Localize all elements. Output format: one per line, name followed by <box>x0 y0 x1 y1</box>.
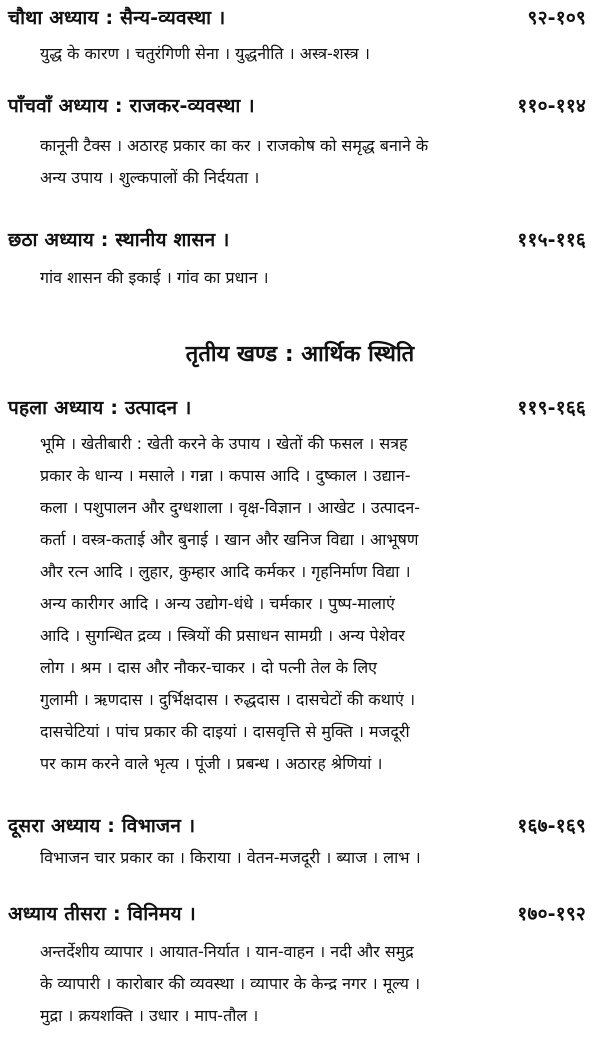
content-line: अन्य उपाय । शुल्कपालों की निर्दयता । <box>40 168 260 187</box>
chapter-heading-row <box>8 92 586 118</box>
chapter-heading: पाँचवाँ अध्याय : राजकर-व्यवस्था । <box>8 95 255 117</box>
section-title: तृतीय खण्ड : आर्थिक स्थिति <box>185 342 415 367</box>
page-range: ११९-१६६ <box>517 397 586 419</box>
content-line: भूमि । खेतीबारी : खेती करने के उपाय । खेतों की फसल । सत्रह <box>40 434 408 453</box>
chapter-contents <box>40 842 586 874</box>
content-line: कर्ता । वस्त्र-कताई और बुनाई । खान और खनिज विद्या । आभूषण <box>40 530 419 549</box>
chapter-contents <box>40 38 586 70</box>
content-line: लोग । श्रम । दास और नौकर-चाकर । दो पत्नी तेल के लिए <box>40 658 378 677</box>
chapter-contents <box>40 936 586 1032</box>
chapter-heading-row <box>8 4 586 30</box>
chapter-heading: छठा अध्याय : स्थानीय शासन । <box>8 229 230 251</box>
chapter-heading-row <box>8 394 586 420</box>
page-range: ९२-१०९ <box>527 7 586 29</box>
chapter-heading: दूसरा अध्याय : विभाजन । <box>8 815 196 837</box>
content-line: के व्यापारी । कारोबार की व्यवस्था । व्यापार के केन्द्र नगर । मूल्य । <box>40 974 421 993</box>
content-line: अन्तर्देशीय व्यापार । आयात-निर्यात । यान-वाहन । नदी और समुद्र <box>40 942 414 961</box>
chapter-heading-row <box>8 812 586 838</box>
content-line: युद्ध के कारण । चतुरंगिणी सेना । युद्धनीति । अस्त्र-शस्त्र । <box>40 44 370 63</box>
chapter-contents <box>40 130 586 194</box>
content-line: आदि । सुगन्धित द्रव्य । स्त्रियों की प्रसाधन सामग्री । अन्य पेशेवर <box>40 626 405 645</box>
chapter-heading-row <box>8 226 586 252</box>
page-range: १६७-१६९ <box>517 815 586 837</box>
page-range: ११५-११६ <box>517 229 586 251</box>
content-line: मुद्रा । क्रयशक्ति । उधार । माप-तौल । <box>40 1006 259 1025</box>
content-line: अन्य कारीगर आदि । अन्य उद्योग-धंधे । चर्मकार । पुष्प-मालाएं <box>40 594 395 613</box>
content-line: कानूनी टैक्स । अठारह प्रकार का कर । राजकोष को समृद्ध बनाने के <box>40 136 429 155</box>
page-range: ११०-११४ <box>517 95 586 117</box>
chapter-heading: चौथा अध्याय : सैन्य-व्यवस्था । <box>8 7 226 29</box>
content-line: गांव शासन की इकाई । गांव का प्रधान । <box>40 268 269 287</box>
chapter-contents <box>40 428 586 780</box>
content-line: पर काम करने वाले भृत्य । पूंजी । प्रबन्ध । अठारह श्रेणियां । <box>40 754 383 773</box>
content-line: विभाजन चार प्रकार का । किराया । वेतन-मजदूरी । ब्याज । लाभ । <box>40 848 421 867</box>
page-range: १७०-१९२ <box>517 903 586 925</box>
chapter-contents <box>40 262 586 294</box>
content-line: दासचेटियां । पांच प्रकार की दाइयां । दासवृत्ति से मुक्ति । मजदूरी <box>40 722 410 741</box>
content-line: प्रकार के धान्य । मसाले । गन्ना । कपास आदि । दुष्काल । उद्यान- <box>40 466 411 485</box>
content-line: और रत्न आदि । लुहार, कुम्हार आदि कर्मकर । गृहनिर्माण विद्या । <box>40 562 411 581</box>
content-line: कला । पशुपालन और दुग्धशाला । वृक्ष-विज्ञान । आखेट । उत्पादन- <box>40 498 421 517</box>
content-line: गुलामी । ऋणदास । दुर्भिक्षदास । रुद्धदास । दासचेटों की कथाएं । <box>40 690 416 709</box>
chapter-heading: पहला अध्याय : उत्पादन । <box>8 397 192 419</box>
chapter-heading: अध्याय तीसरा : विनिमय । <box>8 903 196 925</box>
chapter-heading-row <box>8 900 586 926</box>
